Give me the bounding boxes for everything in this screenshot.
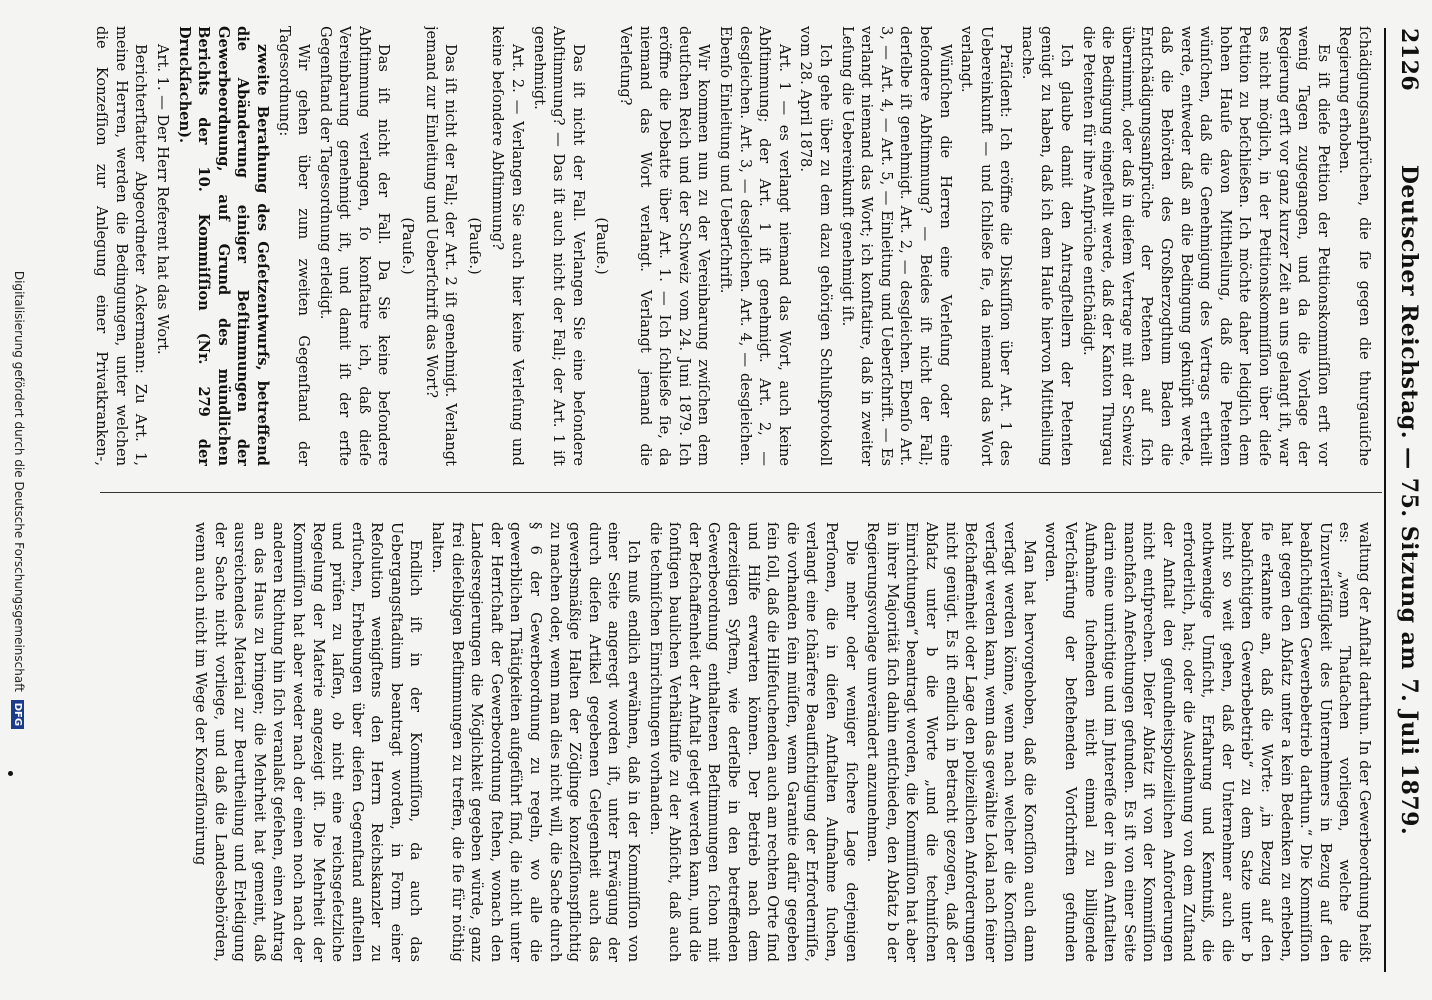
right-column (90, 522, 1374, 962)
stage-direction: (Pauſe.) (399, 217, 417, 275)
column-divider (100, 492, 1382, 493)
dfg-logo: DFG (11, 700, 24, 729)
paragraph: Die mehr oder weniger ſichere Lage derjenigen Perſonen, die in dieſen Anſtalten Aufnahme ſuchen, verlangt eine ſchärfere Beaufſichtigung der Erforderniſſe, die vorhanden ſein müſſen, wenn Garantie dafür gegeben ſein ſoll, daß die Hilfeſuchenden auch am rechten Orte ſind und Hilfe erwarten können. Der Betrieb nach dem derzeitigen Syſtem, wie derſelbe in den betreffenden Gewerbeordnung enthaltenen Beſtimmungen ſchon mit der Beſchaffenheit der Anſtalt gelegt werden kann, und die ſonſtigen baulichen Verhältniſſe zu der Abſicht, daß auch die techniſchen Einrichtungen vorhanden. (646, 522, 860, 962)
paragraph: Das iſt nicht der Fall. Da Sie keine beſondere Abſtimmung verlangen, ſo konſtatire ich, daß dieſe Vereinbarung genehmigt iſt, und damit iſt der erſte Gegenſtand der Tagesordnung erledigt. (316, 26, 393, 466)
paragraph: Das iſt nicht der Fall; der Art. 2 iſt genehmigt. Verlangt jemand zur Einleitung und Ueberſchrift das Wort? (422, 26, 460, 466)
scan-dot (8, 771, 13, 776)
paragraph: Wünſchen die Herren eine Verleſung oder eine beſondere Abſtimmung? — Beides iſt nicht der Fall; derſelbe iſt genehmigt. Art. 2, — desgleichen. Ebenſo Art. 3, — Art. 4, — Art. 5, — Einleitung und Ueberſchrift. — Es verlangt niemand das Wort; ich konſtatire, daß in zweiter Leſung die Uebereinkunft genehmigt iſt. (838, 26, 954, 466)
paragraph: Ich gehe über zu dem dazu gehörigen Schlußprotokoll vom 28. April 1878. (797, 26, 834, 466)
paragraph: Berichterſtatter Abgeordneter Ackermann: Zu Art. 1, meine Herren, werden die Bedingungen, unter welchen die Konzeſſion zur Anlegung einer Privatkranken-, (93, 26, 150, 466)
paragraph: ſchädigungsanſprüchen, die ſie gegen die thurgauiſche Regierung erhoben. (1336, 26, 1373, 466)
paragraph: Endlich iſt in der Kommiſſion, da auch das Uebergangsſtadium beantragt worden, in Form einer Reſolution wenigſtens den Herrn Reichskanzler zu erſuchen, Erhebungen über dieſen Gegenſtand anſtellen und prüfen zu laſſen, ob nicht eine reichsgeſetzliche Regelung der Materie angezeigt iſt. Die Mehrheit der Kommiſſion hat aber weder nach der einen noch nach der anderen Richtung hin ſich veranlaßt geſehen, einen Antrag an das Haus zu bringen; die Mehrheit hat gemeint, daß ausreichendes Material zur Beurtheilung und Erledigung der Sache nicht vorliege, und daß die Landesbehörden, wenn auch nicht im Wege der Konzeſſionirung (191, 522, 425, 962)
stage-direction: (Pauſe.) (465, 217, 483, 275)
paragraph: Ich muß endlich erwähnen, daß in der Kommiſſion von einer Seite angeregt worden iſt, unter Erwägung der durch dieſen Artikel gegebenen Gelegenheit auch das gewerbsmäßige Halten der Zöglinge konzeſſionspflichtig zu machen oder, wenn man dies nicht will, die Sache durch § 6 der Gewerbeordnung zu regeln, wo alle die gewerblichen Thätigkeiten aufgeführt ſind, die nicht unter der Herrſchaft der Gewerbeordnung ſtehen, wonach den Landesregierungen die Möglichkeit gegeben würde, ganz frei dieſelbigen Beſtimmungen zu treffen, die ſie für nöthig halten. (429, 522, 643, 962)
paragraph: waltung der Anſtalt darthun. In der Gewerbeordnung heißt es: „wenn Thatſachen vorliegen, welche die Unzuverläſſigkeit des Unternehmers in Bezug auf den beabſichtigten Gewerbebetrieb darthun.“ Die Kommiſſion hat gegen den Abſatz unter a kein Bedenken zu erheben, ſie erkannte an, daß die Worte: „in Bezug auf den beabſichtigten Gewerbebetrieb“ zu dem Satze unter b nicht so weit gehen, daß der Unternehmer auch die nothwendige Umſicht, Erfahrung und Kenntniß, die erforderlich, hat; oder die Ausdehnung von dem Zuſtand der Anſtalt den geſundheitspolizeilichen Anforderungen nicht entſprechen. Dieſer Abſatz iſt von der Kommiſſion manchfach Anfechtungen gefunden. Es iſt von einer Seite darin eine unrichtige und im Jntereſſe der in den Anſtalten Aufnahme ſuchenden nicht einmal zu billigende Verſchärfung der beſtehenden Vorſchriften gefunden worden. (1042, 522, 1373, 962)
left-column (90, 26, 1374, 466)
paragraph: Das iſt nicht der Fall. Verlangen Sie eine beſondere Abſtimmung? — Das iſt auch nicht der Fall; der Art. 1 iſt genehmigt. (530, 26, 587, 466)
paragraph: Art. 1. — Der Herr Referent hat das Wort. (153, 44, 171, 355)
digitization-credit: Digitalisierung gefördert durch die Deutsche Forschungsgemeinschaft (12, 270, 26, 692)
page-header (1388, 28, 1422, 972)
digitization-footer (11, 0, 26, 1000)
paragraph: Art. 2. — Verlangen Sie auch hier keine Verleſung und keine beſondere Abſtimmung? (489, 26, 527, 466)
paragraph: Wir gehen über zum zweiten Gegenſtand der Tagesordnung: (275, 26, 313, 466)
header-rule (1384, 28, 1386, 972)
stage-direction: (Pauſe.) (593, 217, 611, 275)
paragraph: Präſident: Ich eröffne die Diskuſſion über Art. 1 des Uebereinkunft — und ſchließe ſie, da niemand das Wort verlangt. (958, 26, 1015, 466)
agenda-item: zweite Berathung des Geſetzentwurfs, betreffend die Abänderung einiger Beſtimmungen der Gewerbeordnung, auf Grund des mündlichen Berichts der 10. Kommiſſion (Nr. 279 der Druckſachen). (175, 26, 271, 466)
paragraph: Es iſt dieſe Petition der Petitionskommiſſion erſt vor wenig Tagen zugegangen, und da die Vorlage der Regierung erſt vor ganz kurzer Zeit an uns gelangt iſt, war es nicht möglich, in der Petitionskommiſſion über dieſe Petition zu beſchließen. Ich möchte daher lediglich dem hohen Hauſe davon Mittheilung, daß die Petenten wünſchen, daß die Genehmigung des Vertrags ertheilt werde, entweder daß an die Bedingung geknüpft werde, daß die Behörden des Großherzogthum Baden die Entſchädigungsanſprüche der Petenten auf ſich übernimmt, oder daß in dieſem Vertrage mit der Schweiz die Bedingung eingeſtellt werde, daß der Kanton Thurgau die Petenten für ihre Anſprüche entſchädigt. (1079, 26, 1332, 466)
page-number: 2126 (1396, 28, 1422, 92)
paragraph: Ich glaube damit den Antragſtellern der Petenten genügt zu haben, daß ich dem Hauſe hiervon Mittheilung mache. (1018, 26, 1076, 466)
paragraph: Art. 1 — es verlangt niemand das Wort, auch keine Abſtimmung; der Art. 1 iſt genehmigt. Art. 2, — desgleichen. Art. 3, — desgleichen. Art. 4, — desgleichen. Ebenſo Einleitung und Ueberſchrift. (717, 26, 793, 466)
paragraph: Man hat hervorgehoben, daß die Koncſſion auch dann verſagt werden könne, wenn nach welcher die Koncſſion verſagt werden kann, wenn das gewählte Lokal nach ſeiner Beſchaffenheit oder Lage den polizeilichen Anforderungen nicht genügt. Es iſt endlich in Betracht gezogen, daß der Abſatz unter b die Worte „und die techniſchen Einrichtungen“ beantragt worden, die Kommiſſion hat aber in ihrer Majorität ſich dahin entſchieden, den Abſatz b der Regierungsvorlage unverändert anzunehmen. (864, 522, 1038, 962)
paragraph: Wir kommen nun zu der Vereinbarung zwiſchen dem deutſchen Reich und der Schweiz vom 24. Juni 1879. Ich eröffne die Debatte über Art. 1. — Ich ſchließe ſie, da niemand das Wort verlangt. Verlangt jemand die Verleſung? (617, 26, 713, 466)
page-title: Deutscher Reichstag. — 75. Sitzung am 7. Juli 1879. (1396, 164, 1422, 836)
